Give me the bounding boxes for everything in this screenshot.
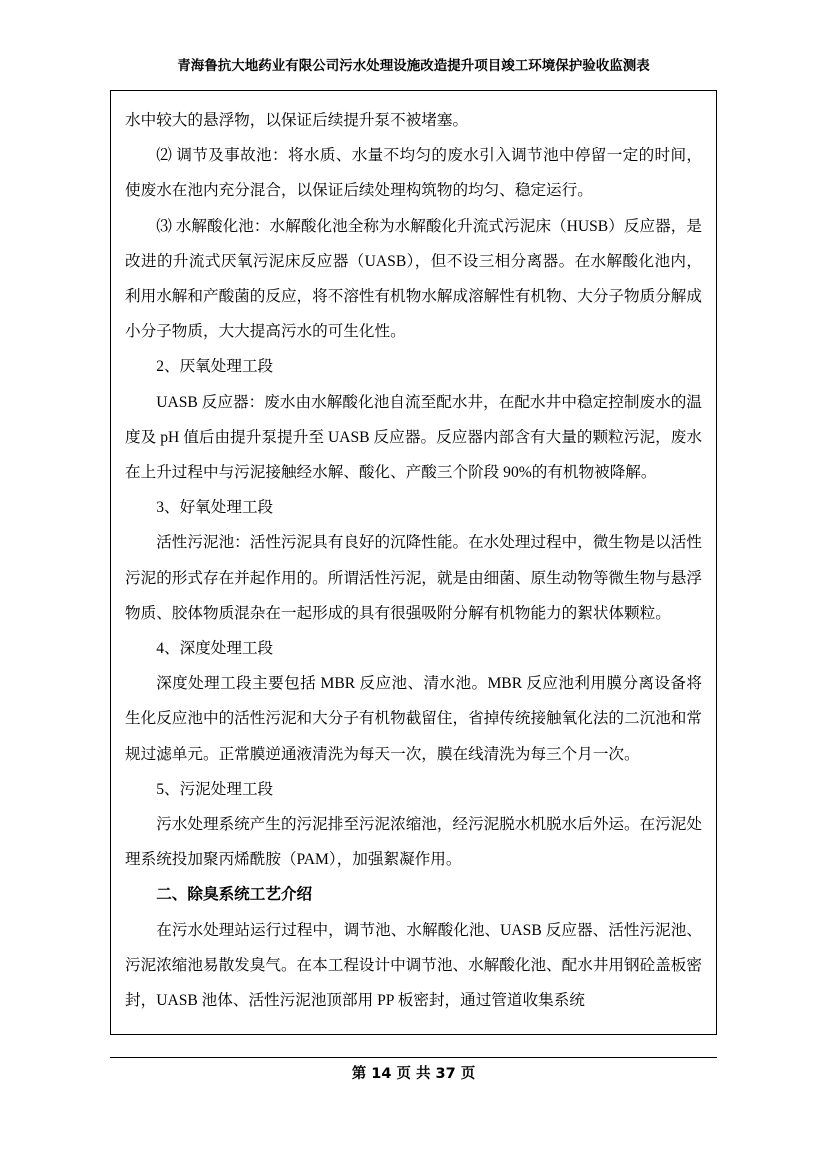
paragraph: 2、厌氧处理工段 bbox=[156, 358, 274, 376]
paragraph: 5、污泥处理工段 bbox=[156, 780, 274, 798]
paragraph: UASB 反应器：废水由水解酸化池自流至配水井，在配水井中稳定控制废水的温度及 pH 值后由提升泵提升至 UASB 反应器。反应器内部含有大量的颗粒污泥，废水在上升过程中与污泥接触经水解、酸化、产酸三个阶段 90%的有机物被降解。 bbox=[125, 393, 702, 482]
paragraph: 在污水处理站运行过程中，调节池、水解酸化池、UASB 反应器、活性污泥池、污泥浓缩池易散发臭气。在本工程设计中调节池、水解酸化池、配水井用钢砼盖板密封，UASB 池体、活性污泥池顶部用 PP 板密封，通过管道收集系统 bbox=[125, 921, 702, 1010]
paragraph: 4、深度处理工段 bbox=[156, 640, 274, 658]
paragraph: ⑵ 调节及事故池：将水质、水量不均匀的废水引入调节池中停留一定的时间，使废水在池内充分混合，以保证后续处理构筑物的均匀、稳定运行。 bbox=[125, 147, 702, 200]
page-footer: 第 14 页 共 37 页 bbox=[351, 1066, 476, 1082]
content-frame bbox=[110, 90, 717, 1035]
page-header: 青海鲁抗大地药业有限公司污水处理设施改造提升项目竣工环境保护验收监测表 bbox=[177, 58, 650, 74]
paragraph: 深度处理工段主要包括 MBR 反应池、清水池。MBR 反应池利用膜分离设备将生化反应池中的活性污泥和大分子有机物截留住，省掉传统接触氧化法的二沉池和常规过滤单元。正常膜逆通液清洗为每天一次，膜在线清洗为每三个月一次。 bbox=[125, 675, 702, 763]
paragraph: 3、好氧处理工段 bbox=[156, 499, 274, 517]
document-body bbox=[125, 103, 702, 1018]
paragraph: 污水处理系统产生的污泥排至污泥浓缩池，经污泥脱水机脱水后外运。在污泥处理系统投加聚丙烯酰胺（PAM），加强絮凝作用。 bbox=[125, 816, 702, 869]
footer-divider bbox=[110, 1057, 717, 1058]
section-heading: 二、除臭系统工艺介绍 bbox=[156, 886, 313, 904]
paragraph: 活性污泥池：活性污泥具有良好的沉降性能。在水处理过程中，微生物是以活性污泥的形式存在并起作用的。所谓活性污泥，就是由细菌、原生动物等微生物与悬浮物质、胶体物质混杂在一起形成的具有很强吸附分解有机物能力的絮状体颗粒。 bbox=[125, 534, 702, 622]
paragraph: 水中较大的悬浮物，以保证后续提升泵不被堵塞。 bbox=[125, 112, 469, 129]
paragraph: ⑶ 水解酸化池：水解酸化池全称为水解酸化升流式污泥床（HUSB）反应器，是改进的升流式厌氧污泥床反应器（UASB），但不设三相分离器。在水解酸化池内，利用水解和产酸菌的反应，将不溶性有机物水解成溶解性有机物、大分子物质分解成小分子物质，大大提高污水的可生化性。 bbox=[125, 217, 702, 341]
